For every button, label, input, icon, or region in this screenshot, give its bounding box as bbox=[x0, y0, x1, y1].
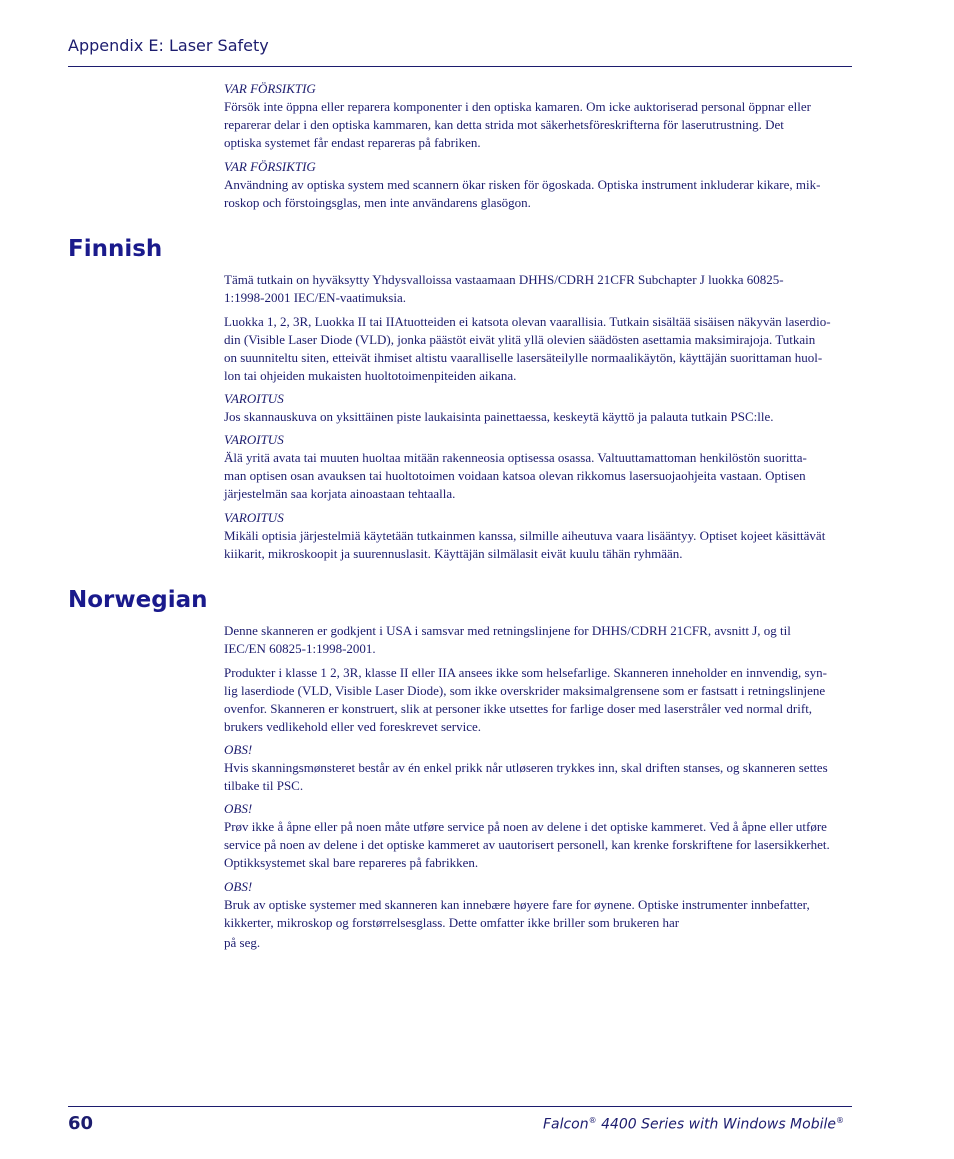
text-line: ovenfor. Skanneren er konstruert, slik at personer ikke utsettes for farlige doser med laserstråler ved normal drift, bbox=[224, 701, 813, 716]
text-line: Produkter i klasse 1 2, 3R, klasse II eller IIA ansees ikke som helsefarlige. Skanneren inneholder en innvendig, syn- bbox=[224, 665, 827, 680]
finnish-warning-1 bbox=[224, 390, 852, 426]
registered-mark: ® bbox=[588, 1116, 597, 1125]
text-line: service på noen av delene i det optiske kammeret av uautorisert personell, kan krenke forskriftene for lasersikkerhet. bbox=[224, 837, 830, 852]
footer-title-rest: 4400 Series with Windows Mobile bbox=[596, 1116, 836, 1133]
obs-label: OBS! bbox=[224, 879, 253, 894]
text-line: din (Visible Laser Diode (VLD), jonka päästöt eivät ylitä yllä olevien säädösten asettamia maksimirajoja. Tutkain bbox=[224, 332, 816, 347]
text-line: IEC/EN 60825-1:1998-2001. bbox=[224, 641, 376, 656]
text-line: Mikäli optisia järjestelmiä käytetään tutkainmen kanssa, silmille aiheutuva vaara lisääntyy. Optiset kojeet käsittävät bbox=[224, 528, 826, 543]
text-line: Prøv ikke å åpne eller på noen måte utføre service på noen av delene i det optiske kammeret. Ved å åpne eller utføre bbox=[224, 819, 827, 834]
text-line: 1:1998-2001 IEC/EN-vaatimuksia. bbox=[224, 290, 406, 305]
registered-mark: ® bbox=[836, 1116, 844, 1125]
footer-brand: Falcon bbox=[542, 1116, 589, 1133]
text-line: Tämä tutkain on hyväksytty Yhdysvalloissa vastaamaan DHHS/CDRH 21CFR Subchapter J luokka 60825- bbox=[224, 272, 784, 287]
page-number: 60 bbox=[68, 1113, 94, 1134]
text-line: kikkerter, mikroskop og forstørrelsesglass. Dette omfatter ikke briller som brukeren har bbox=[224, 915, 680, 930]
warning-label: VAROITUS bbox=[224, 432, 284, 447]
text-line: brukers vedlikehold eller ved foreskrevet service. bbox=[224, 719, 482, 734]
caution-label: VAR FÖRSIKTIG bbox=[224, 81, 316, 96]
text-line: man optisen osan avauksen tai huoltotoimen voidaan katsoa olevan rikkomus lasersuojaohjeita vastaan. Optisen bbox=[224, 468, 806, 483]
text-line: Denne skanneren er godkjent i USA i samsvar med retningslinjene for DHHS/CDRH 21CFR, avsnitt J, og til bbox=[224, 623, 791, 638]
norwegian-paragraph-1 bbox=[224, 622, 852, 658]
text-line: roskop och förstoingsglas, men inte användarens glasögon. bbox=[224, 195, 531, 210]
running-header: Appendix E: Laser Safety bbox=[68, 36, 269, 55]
text-line: järjestelmän saa korjata ainoastaan tehtaalla. bbox=[224, 486, 456, 501]
norwegian-obs-1 bbox=[224, 741, 852, 795]
text-line: Luokka 1, 2, 3R, Luokka II tai IIAtuotteiden ei katsota olevan vaarallisia. Tutkain sisältää sisäisen näkyvän laserdio- bbox=[224, 314, 831, 329]
text-line: Användning av optiska system med scannern ökar risken för ögoskada. Optiska instrument inkluderar kikare, mik- bbox=[224, 177, 821, 192]
text-line: Jos skannauskuva on yksittäinen piste laukaisinta painettaessa, keskeytä käyttö ja palauta tutkain PSC:lle. bbox=[224, 409, 774, 424]
text-line: tilbake til PSC. bbox=[224, 778, 304, 793]
obs-label: OBS! bbox=[224, 742, 253, 757]
norwegian-obs-3 bbox=[224, 878, 852, 952]
finnish-paragraph-1 bbox=[224, 271, 852, 307]
section-title-finnish: Finnish bbox=[68, 236, 163, 262]
finnish-warning-3 bbox=[224, 509, 852, 563]
text-line: lig laserdiode (VLD, Visible Laser Diode), som ikke overskrider maksimalgrensene som er fastsatt i retningslinjene bbox=[224, 683, 826, 698]
text-line: Optikksystemet skal bare repareres på fabrikken. bbox=[224, 855, 479, 870]
text-line: on suunniteltu siten, etteivät ihmiset altistu vaaralliselle lasersäteilylle normaalikäytön, käyttäjän suorittaman huol- bbox=[224, 350, 823, 365]
warning-label: VAROITUS bbox=[224, 391, 284, 406]
text-line: Älä yritä avata tai muuten huoltaa mitään rakenneosia optisessa osassa. Valtuuttamattoman henkilöstön suoritta- bbox=[224, 450, 807, 465]
header-rule bbox=[68, 66, 852, 67]
warning-label: VAROITUS bbox=[224, 510, 284, 525]
swedish-caution-1 bbox=[224, 80, 852, 152]
text-line: lon tai ohjeiden mukaisten huoltotoimenpiteiden aikana. bbox=[224, 368, 517, 383]
finnish-warning-2 bbox=[224, 431, 852, 503]
text-line: kiikarit, mikroskoopit ja suurennuslasit. Käyttäjän silmälasit eivät kuulu tähän ryhmään. bbox=[224, 546, 683, 561]
text-line: på seg. bbox=[224, 935, 261, 950]
text-line: optiska systemet får endast repareras på fabriken. bbox=[224, 135, 481, 150]
swedish-caution-2 bbox=[224, 158, 852, 212]
text-line: reparerar delar i den optiska kammaren, kan detta strida mot säkerhetsföreskrifterna för laserutrustning. Det bbox=[224, 117, 784, 132]
text-line: Försök inte öppna eller reparera komponenter i den optiska kamaren. Om icke auktoriserad personal öppnar eller bbox=[224, 99, 811, 114]
finnish-paragraph-2 bbox=[224, 313, 852, 385]
text-line: Hvis skanningsmønsteret består av én enkel prikk når utløseren trykkes inn, skal driften stanses, og skanneren settes bbox=[224, 760, 828, 775]
caution-label: VAR FÖRSIKTIG bbox=[224, 159, 316, 174]
footer-title bbox=[543, 1116, 844, 1133]
norwegian-obs-2 bbox=[224, 800, 852, 872]
footer-rule bbox=[68, 1106, 852, 1107]
text-line: Bruk av optiske systemer med skanneren kan innebære høyere fare for øynene. Optiske instrumenter innbefatter, bbox=[224, 897, 810, 912]
norwegian-paragraph-2 bbox=[224, 664, 852, 736]
obs-label: OBS! bbox=[224, 801, 253, 816]
section-title-norwegian: Norwegian bbox=[68, 587, 208, 613]
